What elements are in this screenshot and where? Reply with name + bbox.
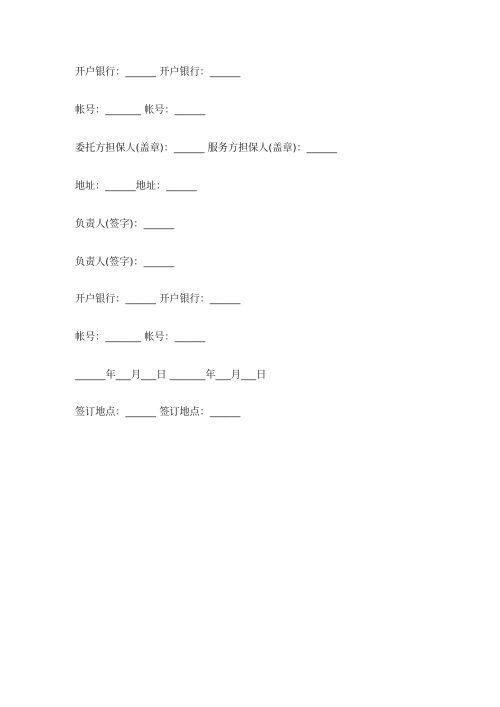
responsible-person-line-1: 负责人(签字)：______ — [75, 219, 175, 230]
signing-location-line: 签订地点：______ 签订地点：______ — [75, 407, 241, 418]
bank-line-1: 开户银行：______ 开户银行：______ — [75, 67, 241, 78]
bank-line-2: 开户银行：______ 开户银行：______ — [75, 294, 241, 305]
address-line: 地址：______地址：______ — [75, 181, 197, 192]
account-line-2: 帐号：_______ 帐号：______ — [75, 332, 206, 343]
account-line-1: 帐号：_______ 帐号：______ — [75, 105, 206, 116]
date-line: ______年___月___日 _______年___月___日 — [75, 370, 267, 381]
responsible-person-line-2: 负责人(签字)：______ — [75, 257, 175, 268]
guarantor-seal-line: 委托方担保人(盖章)：______ 服务方担保人(盖章)：______ — [75, 143, 338, 154]
